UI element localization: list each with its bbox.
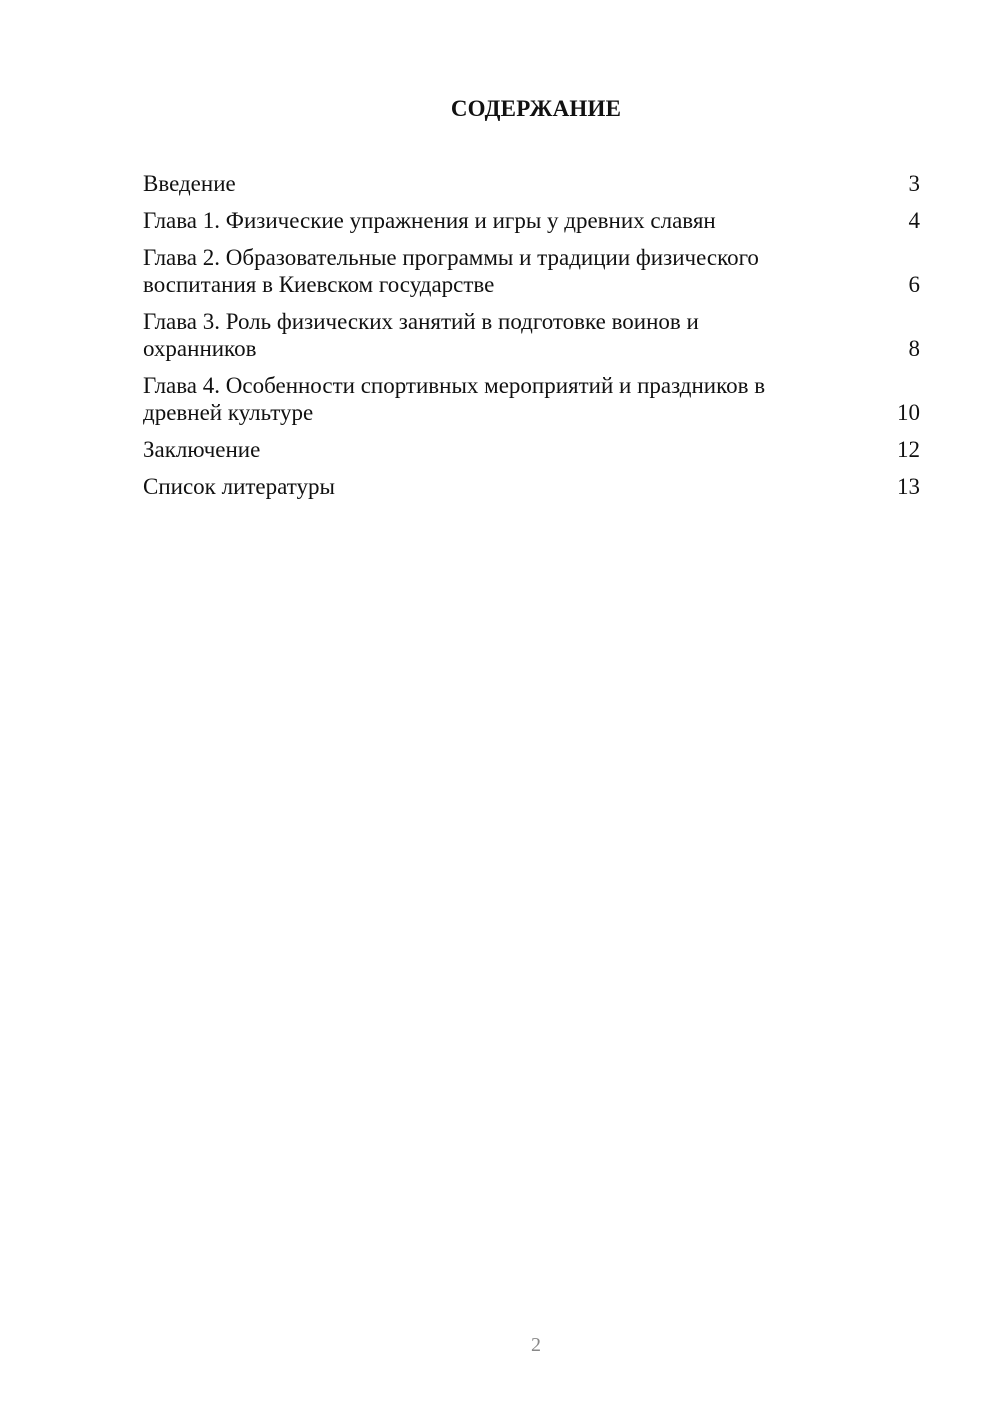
toc-item-page: 12 [897, 437, 920, 462]
toc-item [143, 207, 920, 234]
toc-item [143, 436, 920, 463]
toc-item-label: Глава 3. Роль физических занятий в подготовке воинов и охранников [143, 309, 699, 361]
toc-item-page: 4 [908, 208, 920, 233]
toc-item-label: Заключение [143, 437, 261, 462]
page-number: 2 [531, 1334, 541, 1356]
toc-item [143, 308, 920, 362]
toc-item-page: 3 [908, 171, 920, 196]
toc-item-page: 10 [897, 400, 920, 425]
toc-item-label: Список литературы [143, 474, 335, 499]
toc-item [143, 244, 920, 298]
toc-item [143, 170, 920, 197]
toc-item [143, 473, 920, 500]
toc-item-page: 13 [897, 474, 920, 499]
toc-item-page: 6 [908, 272, 920, 297]
toc-item-page: 8 [908, 336, 920, 361]
toc-item [143, 372, 920, 426]
toc-item-label: Введение [143, 171, 236, 196]
page-title: СОДЕРЖАНИЕ [450, 96, 622, 121]
table-of-contents [143, 170, 920, 510]
toc-item-label: Глава 4. Особенности спортивных мероприятий и праздников в древней культуре [143, 373, 766, 425]
toc-item-label: Глава 1. Физические упражнения и игры у древних славян [143, 208, 716, 233]
toc-item-label: Глава 2. Образовательные программы и традиции физического воспитания в Киевском государстве [143, 245, 759, 297]
